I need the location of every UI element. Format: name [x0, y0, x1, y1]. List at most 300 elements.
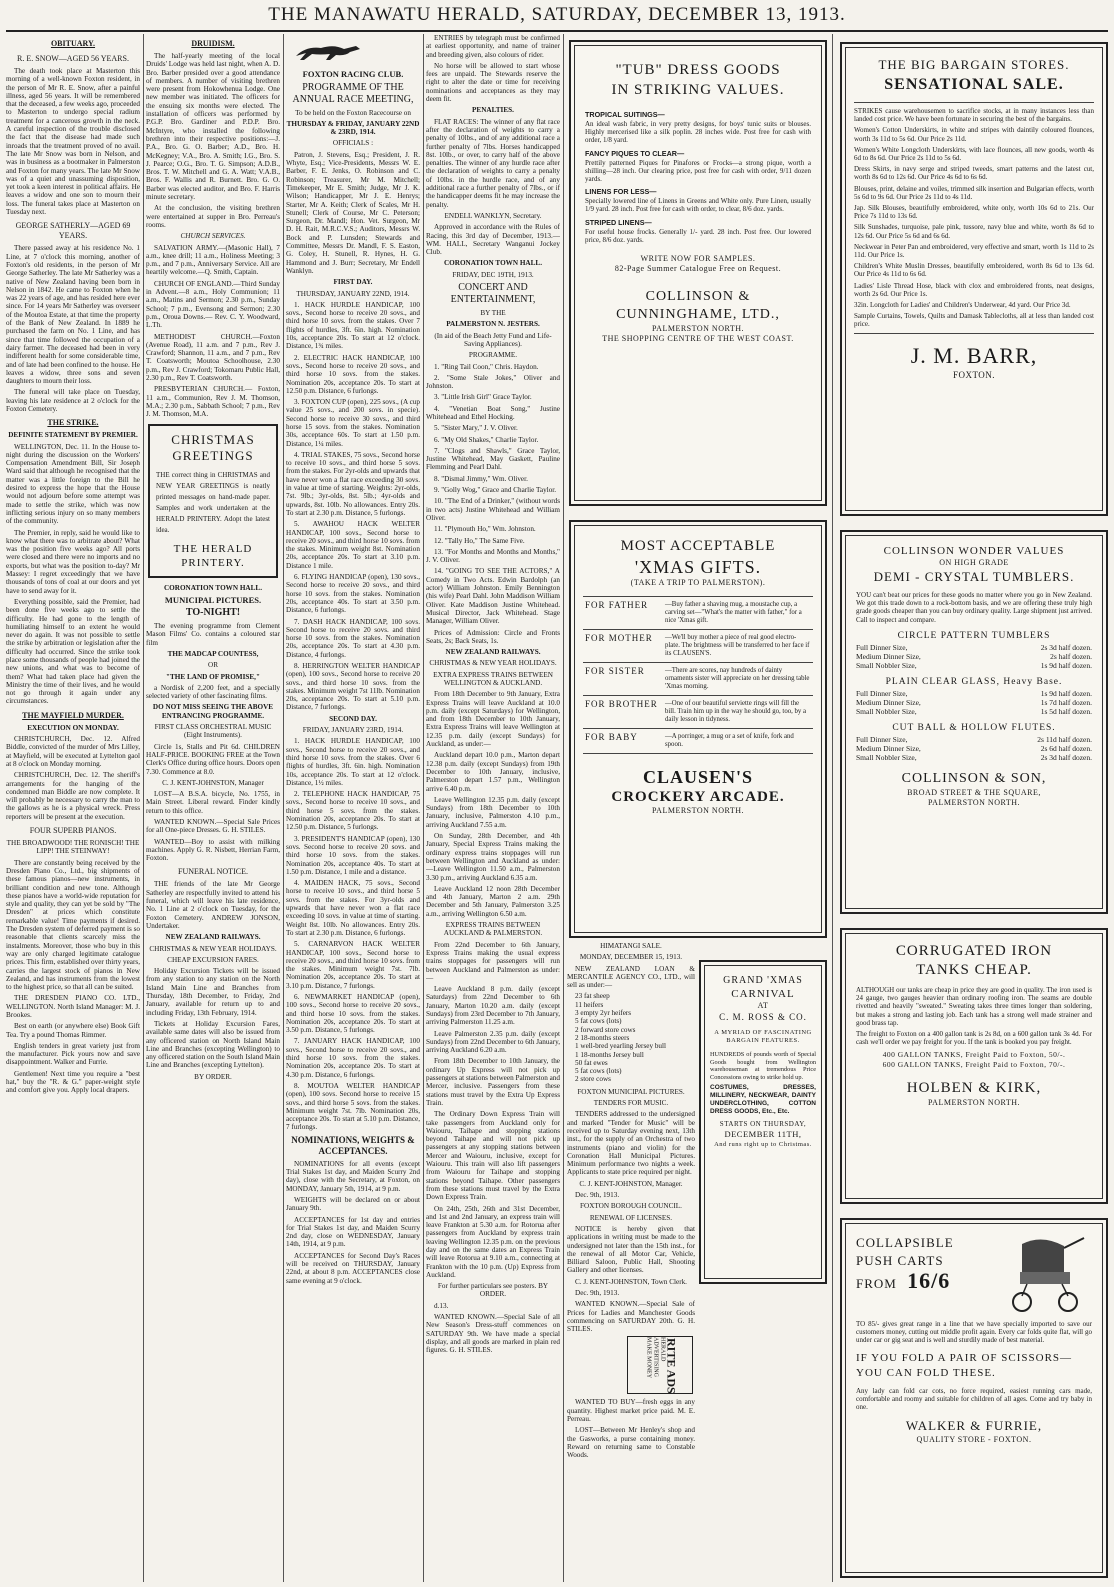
article-paragraph: Tickets at Holiday Excursion Fares, available same dates will also be issued from any officered station on North Island Main Line and Branches (excepting Wellington) to any officered station on the South Island Main Line and Branches (excepting Lyttelton). — [146, 1019, 280, 1070]
tanks-freight: The freight to Foxton on a 400 gallon tank is 2s 8d, on a 600 gallon tank 3s 4d. For cash we'll order we pay freight for you. If the tank is booked you pay freight. — [856, 1030, 1092, 1047]
prams-fold: IF YOU FOLD A PAIR OF SCISSORS—YOU CAN FOLD THESE. — [856, 1351, 1073, 1379]
price-value: 2s 11d half dozen. — [1037, 734, 1092, 744]
carnival-lines: COSTUMES, DRESSES, MILLINERY, NECKWEAR, DAINTY UNDERCLOTHING, COTTON DRESS GOODS, Etc., Etc. — [710, 1084, 816, 1115]
bargain-item: Sample Curtains, Towels, Quilts and Damask Tablecloths, all at less than landed cost price. — [854, 312, 1094, 329]
sale-heading: HIMATANGI SALE. — [600, 942, 662, 950]
pianos-heading: FOUR SUPERB PIANOS. — [29, 826, 117, 836]
article-paragraph: ENDELL WANKLYN, Secretary. — [444, 211, 542, 220]
bargain-intro: STRIKES cause warehousemen to sacrifice stocks, at in many instances less than landed cost price. We have been fortunate in securing the best of the bargains. — [854, 107, 1094, 124]
stock-item: 5 fat cows (lots) — [575, 1067, 622, 1076]
bargain-item: Women's White Longcloth Underskirts, with lace flounces, all new goods, worth 4s 6d to 8s 6d. Our Price 2s 11d to 5s 6d. — [854, 145, 1094, 163]
race-entry: 8. HERRINGTON WELTER HANDICAP (open), 100 sovs., Second horse to receive 20 sovs., and third horse 10 sovs. from the stakes. Minimum weight 7st 11lb. Nomination 20s, acceptance 20s. To start at 5.10 p.m. Distance, 7 furlongs. — [286, 662, 420, 712]
concert-by: BY THE — [480, 309, 506, 318]
article-paragraph: Best on earth (or anywhere else) Book Gift Tea. Try a pound Thomas Rimmer. — [6, 1022, 140, 1039]
article-paragraph: WELLINGTON, Dec. 11. In the House to-night during the discussion on the Workers' Compensation Amendment Bill, Sir Joseph Ward said that although he recognised that the matter was a little foreign to the Bill he desired to express the hope that the House would not adjourn before some attempt was made to settle the strike, which was now inflicting serious injury on so many members of the community. — [6, 442, 140, 526]
carnival-starts: STARTS ON THURSDAY, — [719, 1120, 807, 1128]
carnival-date: DECEMBER 11TH, — [724, 1129, 802, 1139]
size-label: Small Nobbler Size, — [856, 706, 917, 716]
race-entry: 1. HACK HURDLE HANDICAP, 100 sovs., Second horse to receive 20 sovs., and third horse 10 sovs. from the stakes. Over 7 flights of hurdles, 3ft. 6in. high. Nomination 10s, acceptance 20s. To start at 12 o'clock. Distance, 1¾ miles. — [286, 300, 420, 351]
side-ad-label: HERALD ADVERTISING MAKE MONEY — [645, 1337, 666, 1379]
tub-section-text: An ideal wash fabric, in very pretty designs, for boys' tunic suits or blouses. Highly mercerised like a silk poplin. 28 inches wide. Post free for cash with order, 1/8 yard. — [585, 120, 811, 145]
bargain-item: Dress Skirts, in navy serge and striped tweeds, smart patterns and the latest cut, worth 8s 6d to 12s 6d. Our Price 4s 6d to 6s 6d. — [854, 165, 1094, 182]
article-paragraph: Auckland depart 10.0 p.m., Marton depart 12.38 p.m. daily (except Sundays) from 19th December to 10th January, inclusive, Palmerston depart 1.57 p.m., Wellington arrive 6.40 p.m. — [426, 751, 560, 793]
article-paragraph: Leave Auckland 12 noon 28th December and 4th January, Marton 2 a.m. 29th December and 5th January, Palmerston 3.25 a.m., arriving Wellington 6.50 a.m. — [426, 884, 560, 918]
day2-date: FRIDAY, JANUARY 23RD, 1914. — [302, 726, 404, 735]
article-paragraph: PRESBYTERIAN CHURCH.— Foxton, 11 a.m., Communion, Rev J. M. Thomson, M.A.; 2.30 p.m., Sabbath School; 7 p.m., Rev J. M. Thomson, M.A. — [146, 385, 280, 419]
programme-item: 1. "Ring Tail Coon," Chris. Haydon. — [434, 362, 539, 371]
tumblers-on: ON HIGH GRADE — [939, 558, 1009, 567]
price-row — [856, 652, 1092, 661]
stock-item: 3 empty 2yr heifers — [575, 1009, 632, 1018]
tub-section-label: FANCY PIQUES TO CLEAR— — [585, 148, 685, 158]
concert-troupe: PALMERSTON N. JESTERS. — [446, 320, 540, 329]
article-paragraph: Gentlemen! Next time you require a "best hat," buy the "R. & G." paper-weight style and comfort give you. Apply local drapers. — [6, 1069, 140, 1095]
divider — [854, 102, 1094, 103]
programme-subtitle: To be held on the Foxton Racecourse on — [295, 108, 411, 117]
tanks-600: 600 GALLON TANKS, Freight Paid to Foxton, 70/-. — [882, 1060, 1066, 1070]
article-paragraph: From 22nd December to 6th January, Express Trains making the usual express trains stoppages for passengers will run between Auckland and Palmerston as under:— — [426, 940, 560, 982]
race-entry: 4. TRIAL STAKES, 75 sovs., Second horse to receive 10 sovs., and third horse 5 sovs. from the stakes. For 2yr-olds and upwards that have never won a flat race exceeding 30 sovs. in value at time of starting. Weights: 2yr-olds, 7st. 9lb.; 3yr-olds, 8st. 5lb.; 4yr-olds and upwards, 8st. 10lb. No allowances. Entry 20s. To start at 2.30 p.m. Distance, 5 furlongs. — [286, 450, 420, 517]
price-value: 1s 9d half dozen. — [1040, 688, 1092, 698]
prams-firm: WALKER & FURRIE, — [905, 1418, 1043, 1434]
tub-section-label: TROPICAL SUITINGS— — [585, 110, 665, 119]
programme-item: 8. "Dismal Jimmy," Wm. Oliver. — [434, 474, 528, 483]
article-paragraph: ACCEPTANCES for 1st day and entries for Trial Stakes 1st day, and Maiden Scurry 2nd day, close on WEDNESDAY, January 14th, 1914, at 9 p.m. — [286, 1215, 420, 1249]
bargain-item: Ladies' Lisle Thread Hose, black with clox and embroidered fronts, neat designs, worth 2s 6d. Our Price 1s. — [854, 281, 1094, 298]
gift-recipient: FOR BROTHER — [585, 699, 658, 709]
herald-advertising-box — [627, 1336, 693, 1394]
bargain-item: 32in. Longcloth for Ladies' and Children's Underwear, 4d yard. Our Price 3d. — [854, 301, 1071, 310]
size-label: Medium Dinner Size, — [856, 697, 921, 707]
divider — [854, 333, 1094, 334]
programme-item: 11. "Plymouth Ho," Wm. Johnston. — [434, 525, 536, 534]
gift-text: —One of our beautiful serviette rings will fill the bill. Train him up in the way he should go, too, by a daily lesson in tidyness. — [665, 700, 807, 723]
column-3 — [286, 34, 420, 1582]
price-row — [856, 735, 1092, 744]
gifts-title-line1: MOST ACCEPTABLE — [620, 538, 776, 554]
race-entry: 3. FOXTON CUP (open), 225 sovs., (A cup value 25 sovs., and 200 sovs. in specie). Second horse to receive 30 sovs., and third horse 15 sovs. from the stakes. Nomination 30s, acceptance 60s. To start at 1.50 p.m. Distance, 1¼ miles. — [286, 398, 420, 448]
film-subtitle: "THE LAND OF PROMISE," — [166, 672, 260, 681]
race-entry: 2. TELEPHONE HACK HANDICAP, 75 sovs., Second horse to receive 10 sovs., and third horse 5 sovs. from the stakes. Nomination 20s, acceptance 20s. To start at 12.50 p.m. Distance, 5 furlongs. — [286, 790, 420, 832]
gift-recipient: FOR FATHER — [585, 600, 649, 610]
article-paragraph: METHODIST CHURCH.—Foxton (Avenue Road), 11 a.m. and 7 p.m., Rev J. Crawford; Shannon, 11 a.m., and 7 p.m., Rev T. Coatsworth; Moutoa Schoolhouse, 2.30 p.m., Rev J. Crawford; Tokomaru Public Hall, 2.30 p.m., Rev T. Coatsworth. — [146, 332, 280, 382]
programme-item: 14. "GOING TO SEE THE ACTORS," A Comedy in Two Acts. Edwin Bardolph (an actor) William Johnston. Emily Bennington (his wife) Pearl Dahl. John Maddison William Oliver. Kate Maddison Justine Whitehead. Musical Director, Jack Whitehead. Stage Manager, William Oliver. — [426, 567, 560, 626]
music-heading: FOXTON MUNICIPAL PICTURES. — [577, 1087, 685, 1096]
tanks-400: 400 GALLON TANKS, Freight Paid to Foxton, 50/-. — [882, 1050, 1066, 1060]
tub-title-line1: "TUB" DRESS GOODS — [615, 62, 781, 78]
stock-item: 1 18-months Jersey bull — [575, 1050, 644, 1059]
programme-title: PROGRAMME OF THE ANNUAL RACE MEETING, — [292, 81, 414, 105]
race-entry: 7. DASH HACK HANDICAP, 100 sovs. Second horse to receive 20 sovs. and third horse 10 sovs. from the stakes. Nomination 20s, acceptance 20s. To start at 4.30 p.m. Distance, 4 furlongs. — [286, 617, 420, 659]
side-ad-title: RITE ADS — [664, 1337, 679, 1394]
gift-text: —We'll buy mother a piece of real good electro-plate. The brightness will be transferred to her face if its CLAUSEN'S. — [665, 634, 810, 657]
stock-item: 1 well-bred yearling Jersey bull — [575, 1042, 667, 1051]
nominations-heading: NOMINATIONS, WEIGHTS & ACCEPTANCES. — [291, 1134, 415, 1156]
article-paragraph: Holiday Excursion Tickets will be issued from any station to any station on the North Island Main Line and Branches from Thursday, 18th December, to Friday, 2nd January, available for return up to and including Friday, 13th February, 1914. — [146, 967, 280, 1017]
bargain-item: Blouses, print, delaine and voiles, trimmed silk insertion and Bulgarian effects, worth 5s 6d to 9s 6d. Our Price 2s 11d to 4s 11d. — [854, 184, 1094, 201]
gift-row — [583, 629, 813, 662]
sale-date: MONDAY, DECEMBER 15, 1913. — [579, 953, 683, 962]
programme-dates: THURSDAY & FRIDAY, JANUARY 22ND & 23RD, 1914. — [286, 119, 420, 137]
gift-recipient: FOR BABY — [585, 732, 638, 742]
size-label: Medium Dinner Size, — [856, 651, 921, 661]
tumblers-ad — [840, 530, 1108, 914]
masthead: THE MANAWATU HERALD, SATURDAY, DECEMBER 13, 1913. — [268, 4, 846, 25]
tub-section-text: Specially lowered line of Linens in Greens and White only. Pure Linen, usually 1/9 yard. 28 inch. Post free for cash with order, to clear, 8/6 doz. yards. — [585, 197, 811, 214]
prams-address: QUALITY STORE - FOXTON. — [916, 1435, 1032, 1445]
column-divider — [143, 34, 144, 1582]
article-paragraph: NOMINATIONS for all events (except Trial Stakes 1st day, and Maiden Scurry 2nd day), close with the Secretary, at Foxton, on MONDAY, January 5th, 1914, at 9 p.m. — [286, 1159, 420, 1193]
pram-icon — [1002, 1234, 1092, 1314]
murder-subheading: EXECUTION ON MONDAY. — [27, 723, 119, 732]
push-carts-ad — [840, 1218, 1108, 1578]
music-subheading: TENDERS FOR MUSIC. — [593, 1099, 669, 1108]
column-4 — [426, 34, 560, 1582]
column-divider — [563, 34, 564, 1582]
article-paragraph: CHURCH OF ENGLAND.—Third Sunday in Advent.—8 a.m., Holy Communion; 11 a.m., Matins and Sermon; 2.30 p.m., Sunday School; 7 p.m., Evensong and Sermon; 2.30 p.m., Oroua Downs.— Rev. C. Y. Woodward, L.Th. — [146, 279, 280, 330]
railways-subheading: CHRISTMAS & NEW YEAR HOLIDAYS. — [149, 944, 277, 953]
column-6 — [567, 942, 695, 1582]
bargain-title: THE BIG BARGAIN STORES. — [878, 57, 1070, 72]
stock-item: 2 forward store cows — [575, 1025, 636, 1034]
music-sign: C. J. KENT-JOHNSTON, Manager. — [579, 1179, 683, 1188]
film-title: THE MADCAP COUNTESS, — [167, 649, 259, 658]
tanks-town: PALMERSTON NORTH. — [927, 1098, 1021, 1108]
race-entry: 5. AWAHOU HACK WELTER HANDICAP, 100 sovs., Second horse to receive 20 sovs., and third horse 10 sovs. from the stakes. Minimum weight 8st. Nomination 20s, acceptance 20s. To start at 3.10 p.m. Distance 1 mile. — [286, 520, 420, 570]
article-paragraph: From 18th December to 9th January, Extra Express Trains will leave Auckland at 10.0 p.m. daily (except Saturdays) for Wellington, and from 18th December to 10th January, Extra Express Trains will leave Wellington at 12.35 p.m. daily (except Sundays) for Auckland, as under:— — [426, 690, 560, 749]
pictures-heading: MUNICIPAL PICTURES. — [164, 594, 262, 605]
officials-list: Patron, J. Stevens, Esq.; President, J. R. Whyte, Esq.; Vice-Presidents, Messrs W. E. Barber, F. E. Jenks, O. Robinson and C. Robinson; Treasurer, Mr M. Mitchell; Timekeeper, Mr E. Smith; Judge, Mr J. K. Wilson; Handicapper, Mr J. E. Henrys; Starter, Mr A. Keith; Clerk of Scales, Mr H. Stunell; Clerk of Course, Mr C. Peterson; Surgeon, Dr. Mandl; Hon. Vet. Surgeon, Mr D. H. Rait, M.R.C.V.S.; Auditors, Messrs W. Bock and P. Lunsden; Stewards and Committee, Messrs Dr. Mandl, F. S. Easton, G. Coley, H. Stunell, R. Hynes, H. G. Hammond and J. Burr; Secretary, Mr Endell Wanklyn. — [286, 150, 420, 275]
day1-date: THURSDAY, JANUARY 22ND, 1914. — [296, 289, 410, 298]
article-paragraph: The evening programme from Clement Mason Films' Co. contains a coloured star film — [146, 622, 280, 647]
size-label: Full Dinner Size, — [856, 642, 908, 652]
article-paragraph: The funeral will take place on Tuesday, leaving his late residence at 2 o'clock for the Foxton Cemetery. — [6, 388, 140, 413]
greetings-foot: THE HERALD PRINTERY. — [173, 543, 253, 570]
gift-text: —A porringer, a mug or a set of knife, fork and spoon. — [665, 733, 794, 748]
tub-firm-line2: CUNNINGHAME, LTD., — [616, 307, 780, 323]
article-paragraph: WEIGHTS will be declared on or about January 9th. — [286, 1195, 420, 1213]
snow-heading: R. E. SNOW—AGED 56 YEARS. — [17, 54, 129, 63]
stock-item: 5 fat cows (lots) — [575, 1017, 622, 1026]
programme-item: 7. "Clogs and Shawls," Grace Taylor, Justine Whitehead, May Gaskett, Pauline Flemming and Pearl Dahl. — [426, 446, 560, 472]
article-paragraph: At the conclusion, the visiting brethren were entertained at supper in Bro. Perreau's rooms. — [146, 204, 280, 229]
tumblers-firm: COLLINSON & SON, — [901, 770, 1047, 786]
tub-tagline: THE SHOPPING CENTRE OF THE WEST COAST. — [602, 334, 794, 344]
greetings-title: CHRISTMAS GREETINGS — [171, 432, 255, 464]
gift-row — [583, 662, 813, 695]
tub-dress-goods-ad — [569, 40, 827, 506]
racehorse-icon — [286, 40, 376, 62]
pianos-subheading: THE BROADWOOD! THE RONISCH! THE LIPP! THE STEINWAY! — [6, 839, 140, 856]
article-paragraph: Everything possible, said the Premier, had been done five weeks ago to settle the difficulty. He had gone to the length of humiliating himself to an extent he would never do again. It was not possible to settle the strike by arbitration or legislation after the difficulty had occurred. Since the strike took place some thousands of people had joined the new unions, and what was to become of them? What had taken place had given the Ministry the time of their lives, and he would not go through it again under any circumstances. — [6, 597, 140, 706]
carnival-runs: And runs right up to Christmas. — [714, 1141, 812, 1148]
race-entry: 5. CARNARVON HACK WELTER HANDICAP, 100 sovs., Second horse to receive 20 sovs., and third horse 10 sovs. from the stakes. Minimum weight 7st. 7lb. Nomination 20s, acceptance 20s. To start at 3.10 p.m. Distance, 7 furlongs. — [286, 940, 420, 990]
price-value: 1s 5d half dozen. — [1040, 706, 1092, 716]
coronation-heading: CORONATION TOWN HALL. — [163, 584, 263, 593]
race-entry: 1. HACK HURDLE HANDICAP, 100 sovs., Second horse to receive 20 sovs., and third horse 10 sovs. from the stakes. Over 6 flights of hurdles, 3ft. 6in. high. Nomination 10s, acceptance 20s. To start at 12 o'clock. Distance, 1½ miles. — [286, 737, 420, 787]
penalties-heading: PENALTIES. — [472, 106, 514, 115]
article-paragraph: Leave Wellington 12.35 p.m. daily (except Sundays) from 18th December to 10th January, inclusive, Palmerston 4.10 p.m., arriving Auckland 7.55 a.m. — [426, 795, 560, 829]
race-entry: 4. MAIDEN HACK, 75 sovs., Second horse to receive 10 sovs., and third horse 5 sovs. from the stakes. For 3yr-olds and upwards that have never won a flat race exceeding 10 sovs. in value at time of starting. Weight 8st. 10lb. No allowances. Entry 20s. To start at 2.30 p.m. Distance, 6 furlongs. — [286, 879, 420, 937]
music-date: Dec. 9th, 1913. — [575, 1191, 620, 1200]
tub-town: PALMERSTON NORTH. — [651, 324, 745, 334]
railways-subheading: EXTRA EXPRESS TRAINS BETWEEN WELLINGTON & AUCKLAND. — [433, 670, 553, 687]
programme-item: 12. "Tally Ho," The Same Five. — [434, 536, 525, 545]
column-divider — [423, 34, 424, 1582]
prams-title — [856, 1234, 954, 1314]
obituary-heading: OBITUARY. — [50, 39, 96, 48]
price-value: 2s 3d half dozen. — [1040, 642, 1092, 652]
tumbler-group-name: CUT BALL & HOLLOW FLUTES. — [892, 722, 1056, 733]
gift-recipient: FOR SISTER — [585, 666, 645, 676]
concert-date: FRIDAY, DEC 19TH, 1913. — [452, 270, 534, 279]
article-paragraph: The death took place at Masterton this morning of a well-known Foxton resident, in the person of Mr R. E. Snow, after a painful illness, aged 56 years. It will be remembered that the deceased, a few weeks ago, proceeded to Masterton to undergo special radium treatment for a cancerous growth in the neck. A careful inspection of the trouble disclosed the fact that the disease had made such inroads that the treatment proved of no avail. The late Mr Snow was born in Nelson, and was in business as a bootmaker in Palmerston and Foxton for many years. The late Mr Snow was of a quiet and unassuming disposition, yet took a keen interest in political affairs. He leaves a widow and one son to mourn their loss. The funeral takes place at Masterton on Tuesday next. — [6, 67, 140, 217]
article-paragraph: ACCEPTANCES for Second Day's Races will be received on THURSDAY, January 22nd, at about 8 p.m. ACCEPTANCES close same evening at 9 o'clock. — [286, 1251, 420, 1285]
size-label: Medium Dinner Size, — [856, 743, 921, 753]
article-paragraph: The Premier, in reply, said he would like to know what there was to arbitrate about? What was the position five weeks ago? All ports were closed and there were no imports and no exports, but what was the position to-day? Mr Massey: I regret exceedingly that we have thousands of tons of coal at our doors and yet have to send away for it. — [6, 528, 140, 595]
column-divider — [832, 34, 833, 1582]
concert-aid: (In aid of the Beach Jetty Fund and Life-Saving Appliances). — [434, 331, 552, 348]
carnival-line3: AT — [757, 1001, 769, 1010]
gift-row — [583, 695, 813, 728]
express-heading: EXPRESS TRAINS BETWEEN AUCKLAND & PALMERSTON. — [443, 921, 543, 938]
tanks-title-line2: TANKS CHEAP. — [916, 962, 1032, 978]
article-paragraph: THE DRESDEN PIANO CO. LTD., WELLINGTON. North Island Manager: M. J. Brookes. — [6, 994, 140, 1019]
programme-item: 10. "The End of a Drinker," (without words in two acts) Justine Whitehead and William Oliver. — [426, 497, 560, 522]
tub-firm-line1: COLLINSON & — [645, 289, 751, 305]
article-paragraph: Leave Auckland 8 p.m. daily (except Saturdays) from 22nd December to 6th January, Marton 10.20 a.m. daily (except Sundays) from 23rd December to 7th January, arriving Palmerston 11.25 a.m. — [426, 985, 560, 1027]
gifts-town: PALMERSTON NORTH. — [651, 806, 745, 815]
tub-section-text: For useful house frocks. Generally 1/- yard. 28 inch. Post free. Our lowered price, 8/6 doz. yards. — [585, 227, 811, 244]
size-label: Full Dinner Size, — [856, 688, 908, 698]
article-paragraph: SALVATION ARMY.—(Masonic Hall), 7 a.m., knee drill; 11 a.m., Holiness Meeting; 3 p.m., and 7 p.m., Anniversary Service. All are heartily welcome.—Q. Smith, Captain. — [146, 243, 280, 277]
bargain-subtitle: SENSATIONAL SALE. — [884, 76, 1064, 93]
article-paragraph: From 18th December to 10th January, the ordinary Up Express will not pick up passengers at stations between Palmerston and Mercer, inclusive. Passengers from these stations must travel by the Extra Up Express Train. — [426, 1057, 560, 1107]
article-paragraph: The Ordinary Down Express Train will take passengers from Auckland only for Waiouru, Taihape and stopping stations beyond Taihape and will not pick up passengers at any stopping stations between Mercer and Waiouru, inclusive, except for Waiouru. This train will also lift passengers from Waiouru for Taihape and stopping stations beyond Taihape. Other passengers from these stations must travel by the Extra Down Express Train. — [426, 1110, 560, 1202]
price-value: 2s 6d half dozen. — [1040, 743, 1092, 753]
programme-item: 5. "Sister Mary," J. V. Oliver. — [434, 424, 518, 433]
classified: WANTED—Boy to assist with milking machines. Apply G. R. Nisbett, Herrian Farm, Foxton. — [146, 837, 280, 863]
xmas-gifts-ad — [569, 520, 827, 938]
size-label: Small Nobbler Size, — [856, 752, 917, 762]
gifts-title-line2: 'XMAS GIFTS. — [634, 557, 762, 577]
article-paragraph: THE friends of the late Mr George Satherley are respectfully invited to attend his funeral, which will leave his late residence, No. 1 Line at 2 o'clock on Tuesday, for the Foxton Cemetery. ANDREW JONSON, Undertaker. — [146, 880, 280, 930]
article-paragraph: For further particulars see posters. BY ORDER. — [437, 1282, 549, 1299]
race-entry: 2. ELECTRIC HACK HANDICAP, 100 sovs., Second horse to receive 20 sovs., and third horse 10 sovs. from the stakes. Nomination 20s, acceptance 20s. To start at 12.50 p.m. Distance, 6 furlongs. — [286, 353, 420, 395]
gifts-shop-line2: CROCKERY ARCADE. — [611, 789, 785, 805]
article-paragraph: Circle 1s, Stalls and Pit 6d. CHILDREN HALF-PRICE. BOOKING FREE at the Town Clerk's Office during office hours. Doors open 7.30. Commence at 8.0. — [146, 742, 280, 776]
greetings-body: THE correct thing in CHRISTMAS and NEW YEAR GREETINGS is neatly printed messages on hand-made paper. Samples and work undertaken at the HERALD PRINTERY. Adopt the latest idea. — [156, 471, 270, 535]
bargain-stores-ad — [840, 42, 1108, 516]
officials-heading: OFFICIALS : — [332, 139, 374, 148]
prams-any: Any lady can fold car cots, no force required, easiest running cars made, comfortable and roomy and suitable for children of all ages. Come and try baby in one. — [856, 1386, 1092, 1412]
prams-body: TO 85/- gives great range in a line that we have specially imported to save our customers money, cutting out middle profit again. Every car folds quite flat, will go under car or gig seat and is well and sturdily made of best material. — [856, 1320, 1092, 1345]
railways-heading: NEW ZEALAND RAILWAYS. — [445, 648, 541, 657]
classified: WANTED KNOWN.—Special Sale of all New Season's Dress-stuff commences on SATURDAY 9th. We have made a special display, and all goods are marked in plain red figures. G. H. STILES. — [426, 1313, 560, 1355]
tub-write-now: WRITE NOW FOR SAMPLES. — [640, 254, 756, 264]
tub-section-text: Prettily patterned Piques for Pinafores or Frocks—a strong pique, worth a shilling—28 inch. Our clearing price, post free for cash with order, 9/11 dozen yards. — [585, 158, 811, 184]
sale-intro: NEW ZEALAND LOAN & MERCANTILE AGENCY CO., LTD., will sell as under:— — [567, 964, 695, 990]
carnival-ad — [699, 960, 827, 1284]
article-paragraph: C. J. KENT-JOHNSTON, Manager — [162, 778, 264, 787]
film-or: OR — [208, 661, 218, 670]
carnival-line2: CARNIVAL — [731, 988, 795, 1000]
tub-section-label: STRIPED LINENS— — [585, 217, 652, 227]
council-heading: FOXTON BOROUGH COUNCIL. — [580, 1202, 682, 1211]
council-sign: C. J. KENT-JOHNSTON, Town Clerk. — [575, 1277, 687, 1286]
race-entry: 6. NEWMARKET HANDICAP (open), 100 sovs., Second horse to receive 20 sovs., and third horse 10 sovs. from the stakes. Nomination 20s, acceptance 20s. To start at 3.50 p.m. Distance, 5 furlongs. — [286, 992, 420, 1035]
tumblers-subtitle: DEMI - CRYSTAL TUMBLERS. — [873, 569, 1075, 584]
price-row — [856, 643, 1092, 652]
strike-heading: THE STRIKE. — [47, 418, 99, 428]
council-date: Dec. 9th, 1913. — [575, 1288, 620, 1297]
race-entry: 6. FLYING HANDICAP (open), 130 sovs., Second horse to receive 20 sovs., and third horse 10 sovs. from the stakes. Nomination 20s, acceptance 40s. To start at 3.50 p.m. Distance, 6 furlongs. — [286, 573, 420, 615]
article-paragraph: FIRST CLASS ORCHESTRAL MUSIC (Eight Instruments). — [154, 723, 272, 740]
railways-subheading: CHEAP EXCURSION FARES. — [167, 955, 259, 964]
concert-venue: CORONATION TOWN HALL. — [443, 259, 543, 268]
bargain-item: Neckwear in Peter Pan and embroidered, very effective and smart, worth 1s 11d to 2s 11d. Our Price 1s. — [854, 242, 1094, 260]
murder-heading: THE MAYFIELD MURDER. — [22, 710, 124, 720]
satherly-heading: GEORGE SATHERLY—AGED 69 YEARS. — [15, 221, 131, 241]
tub-section-label: LINENS FOR LESS— — [585, 187, 657, 197]
tub-title-line2: IN STRIKING VALUES. — [611, 82, 785, 98]
tumblers-intro: YOU can't beat our prices for these goods no matter where you go in New Zealand. We got this trade down to a rock-bottom basis, and we are offering these truly high grade goods cheaper than you can buy ordinary quality. Large shipment just arrived. Call to inspect and compare. — [856, 591, 1092, 624]
column-divider — [283, 34, 284, 1582]
tumblers-town: PALMERSTON NORTH. — [927, 797, 1021, 807]
funeral-heading: FUNERAL NOTICE. — [178, 867, 248, 877]
race-entry: 3. PRESIDENT'S HANDICAP (open), 130 sovs. Second horse to receive 20 sovs. and third horse 10 sovs. from the stakes. Nomination 20s, acceptance 40s. To start at 1.50 p.m. Distance, 1 mile and a distance. — [286, 834, 420, 876]
column-2 — [146, 34, 280, 1582]
article-paragraph: ENTRIES by telegraph must be confirmed at earliest opportunity, and name of trainer and breeding given, also colours of rider. — [426, 34, 560, 59]
carnival-line1: GRAND 'XMAS — [723, 975, 803, 986]
gifts-subtitle: (TAKE A TRIP TO PALMERSTON). — [630, 578, 766, 587]
stock-item: 11 heifers — [575, 1000, 604, 1009]
column-1 — [6, 34, 140, 1582]
tanks-ad — [840, 928, 1108, 1204]
price-value: 2s half dozen. — [1050, 651, 1092, 661]
price-value: 1s 7d half dozen. — [1040, 697, 1092, 707]
size-label: Full Dinner Size, — [856, 734, 908, 744]
programme-item: 6. "My Old Shakes," Charlie Taylor. — [434, 435, 539, 444]
article-paragraph: Leave Palmerston 2.35 p.m. daily (except Sundays) from 22nd December to 6th January, arriving Auckland 6.20 a.m. — [426, 1029, 560, 1055]
carnival-body: HUNDREDS of pounds worth of Special Goods bought from Wellington warehouseman at tremendous Price Concessions owing to strike hold up. — [710, 1051, 816, 1081]
article-paragraph: CHRISTCHURCH, Dec. 12. Alfred Biddle, convicted of the murder of Mrs Lilley, at Mayfield, will be executed at Lyttelton gaol at 8 o'clock on Monday morning. — [6, 735, 140, 768]
tumbler-group-name: CIRCLE PATTERN TUMBLERS — [897, 630, 1051, 641]
price-row — [856, 753, 1092, 762]
bargain-item: Children's White Muslin Dresses, beautifully embroidered, worth 8s 6d to 13s 6d. Our Price 4s 11d to 6s 6d. — [854, 262, 1094, 279]
race-entry: 8. MOUTOA WELTER HANDICAP (open), 100 sovs. Second horse to receive 15 sovs., and third horse 5 sovs. from the stakes. Minimum weight 7st. 7lb. Nomination 20s, acceptance 20s. To start at 5.10 p.m. Distance, 7 furlongs. — [286, 1081, 420, 1132]
racing-club-heading: FOXTON RACING CLUB. — [302, 69, 404, 80]
bargain-firm: J. M. BARR, — [910, 342, 1038, 368]
article-paragraph: On Sunday, 28th December, and 4th January, Special Express Trains making the ordinary express trains stoppages will run between Wellington and Auckland as under:—Leave Wellington 11.50 a.m., Palmerston 3.30 p.m., arriving Auckland 6.35 a.m. — [426, 832, 560, 882]
gift-row — [583, 728, 813, 754]
tumblers-address: BROAD STREET & THE SQUARE, — [907, 787, 1041, 797]
gifts-shop-line1: CLAUSEN'S — [642, 767, 754, 787]
prams-title-line2: PUSH CARTS — [856, 1253, 944, 1268]
article-paragraph: DO NOT MISS SEEING THE ABOVE ENTRANCING PROGRAMME. — [152, 703, 274, 720]
price-row — [856, 707, 1092, 716]
size-label: Small Nobbler Size, — [856, 660, 917, 670]
day1-heading: FIRST DAY. — [333, 278, 373, 287]
bargain-item: Silk Sunshades, turquoise, pale pink, tussore, navy blue and white, worth 8s 6d to 12s 6d. Our Price 5s 6d and 6s 6d. — [854, 223, 1094, 240]
prams-title-line3: FROM — [856, 1276, 897, 1291]
gift-text: —There are scores, nay hundreds of dainty ornaments sister will appreciate on her dressing table 'Xmas morning. — [665, 667, 810, 690]
stock-item: 2 18-months steers — [575, 1033, 630, 1042]
tonight-heading: TO-NIGHT! — [185, 607, 241, 619]
bargain-town: FOXTON. — [952, 369, 996, 380]
programme-item: 9. "Golly Wog," Grace and Charlie Taylor. — [434, 486, 557, 495]
price-row — [856, 661, 1092, 670]
programme-item: 3. "Little Irish Girl" Grace Taylor. — [434, 393, 532, 402]
article-paragraph: English tenders in great variety just from the manufacturer. Pick yours now and save disappointment. Walker and Furrie. — [6, 1041, 140, 1067]
price-row — [856, 744, 1092, 753]
price-value: 1s 9d half dozen. — [1040, 660, 1092, 670]
article-paragraph: There passed away at his residence No. 1 Line, at 7 o'clock this morning, another of Foxton's old residents, in the person of Mr George Satherley. The late Mr Satherley was a native of New Zealand having been born in Nelson in 1842. He came to Foxton when he was 22 years of age, and has resided here ever since. For 14 years Mr Satherley was overseer of the Moutoa Estate, at that time the property of the Bank of New Zealand. In 1889 he purchased the farm on No. 1 Line, and has since that time followed the occupation of a dairy farmer. The deceased had been in very indifferent health for some considerable time, and of late had been confined to the house. He leaves a widow, three sons and seven daughters to mourn their loss. — [6, 244, 140, 386]
carnival-line4: C. M. ROSS & CO. — [719, 1012, 807, 1022]
prams-price: 16/6 — [907, 1268, 951, 1293]
council-body: NOTICE is hereby given that applications in writing must be made to the undersigned not later than the 15th inst., for the renewal of all Motor Car, Vehicle, Billiard Saloon, Public Hall, Shooting Gallery and other licenses. — [567, 1224, 695, 1275]
gift-row — [583, 596, 813, 629]
programme-item: 2. "Some Stale Jokes," Oliver and Johnston. — [426, 373, 560, 391]
railways-subheading: CHRISTMAS & NEW YEAR HOLIDAYS. — [429, 659, 557, 668]
price-row — [856, 698, 1092, 707]
article-paragraph: Approved in accordance with the Rules of Racing, this 3rd day of December, 1913.—WM. HALL, Secretary Wanganui Jockey Club. — [426, 223, 560, 257]
price-row — [856, 689, 1092, 698]
bargain-item: Women's Cotton Underskirts, in white and stripes with daintily coloured flounces, worth 3s 11d to 5s 6d. Our Price 2s 11d. — [854, 126, 1094, 143]
classified: LOST—A B.S.A. bicycle, No. 1755, in Main Street. Liberal reward. Finder kindly return to this office. — [146, 790, 280, 815]
music-body: TENDERS addressed to the undersigned and marked "Tender for Music" will be received up to Saturday evening next, 13th inst., for the supply of an Orchestra of two instruments (piano and violin) for the Coronation Hall Municipal Pictures. Minimum performance two nights a week. Applicants to state price required per night. — [567, 1110, 695, 1177]
prams-price-row — [856, 1270, 954, 1295]
classified: WANTED TO BUY—fresh eggs in any quantity. Highest market price paid. M. E. Perreau. — [567, 1398, 695, 1424]
christmas-greetings-ad — [148, 424, 278, 578]
classified: WANTED KNOWN.—Special Sale of Prices for Ladies and Manchester Goods commencing on SATURDAY 20th. G. H. STILES. — [567, 1300, 695, 1334]
bargain-item: Jap. Silk Blouses, beautifully embroidered, white only, worth 10s 6d to 21s. Our Price 7s 11d to 13s 6d. — [854, 204, 1094, 221]
race-entry: 7. JANUARY HACK HANDICAP, 100 sovs., Second horse to receive 20 sovs., and third horse 10 sovs. from the stakes. Nomination 20s, acceptance 20s. To start at 4.30 p.m. Distance, 6 furlongs. — [286, 1037, 420, 1079]
stock-item: 50 fat ewes — [575, 1058, 608, 1067]
stock-list — [567, 992, 695, 1083]
prams-header — [856, 1234, 1092, 1314]
programme-item: Prices of Admission: Circle and Fronts Seats, 2s; Back Seats, 1s. — [426, 628, 560, 645]
concert-title: CONCERT AND ENTERTAINMENT, — [450, 282, 536, 306]
article-paragraph: The half-yearly meeting of the local Druids' Lodge was held last night, when A. D. Bro. Barber presided over a good attendance of members. A number of visiting brethren were present from Hokowhenua Lodge. One new member was initiated. The officers for the ensuing six months were elected. The installation of officers was performed by P.G.P. Bro. Gardiner and P.D.P. Bro. McIntyre, who installed the following brethren into their respective positions:—J. P.A., Bro. G. O. Barber; A.D., Bro. H. McKegney; V.A., Bro. A. Smith; I.G., Bro. S. J. Pearce; O.G., Bro. T. G. Simpson; A.D.B., Bros. T. W. Mitchell and G. A. Watt; V.A.B., Bros. F. Wallis and R. Burnett. Bro. G. O. Barber was elected auditor, and Bro. F. Harris minute secretary. — [146, 52, 280, 202]
tanks-title-line1: CORRUGATED IRON — [895, 943, 1053, 959]
article-paragraph: No horse will be allowed to start whose fees are unpaid. The Stewards reserve the right to alter the date or time for receiving nominations and acceptances as they may deem fit. — [426, 61, 560, 104]
tanks-firm: HOLBEN & KIRK, — [906, 1080, 1042, 1097]
article-paragraph: BY ORDER. — [194, 1072, 232, 1081]
tumblers-title: COLLINSON WONDER VALUES — [883, 545, 1065, 557]
stock-item: 2 store cows — [575, 1075, 611, 1084]
druidism-heading: DRUIDISM. — [191, 39, 235, 48]
programme-heading: PROGRAMME. — [468, 351, 518, 360]
tub-catalogue: 82-Page Summer Catalogue Free on Request. — [614, 264, 782, 274]
article-paragraph: On 24th, 25th, 26th and 31st December, and 1st and 2nd January, an express train will leave Frankton at 5.30 a.m. for Rotorua after passengers from Auckland by express train leaving Wellington 12.35 p.m. on the previous day and on the same dates an Express Train will leave Rotorua at 9.10 a.m., connecting at Frankton with the 10 p.m. (Up) Express from Auckland. — [426, 1204, 560, 1279]
article-paragraph: There are constantly being received by the Dresden Piano Co., Ltd., big shipments of these famous pianos—new instruments, in brilliant condition and new tone. Although these pianos have a world-wide reputation for style and quality, they can yet be sold by "The Dresden" at prices which constitute remarkable value! Time payments if desired. The Dresden system of deferred payment is so reasonable that clients scarcely miss the instalments. Moreover, those who buy in this way are only charged legitimate catalogue prices. This firm, established over thirty years, carries the largest stock of pianos in New Zealand, and has instruments from the lowest to the highest price, so that all can be suited. — [6, 858, 140, 992]
article-paragraph: a Nordisk of 2,200 feet, and a specially selected variety of other fascinating films. — [146, 683, 280, 701]
tanks-body: ALTHOUGH our tanks are cheap in price they are good in quality. The iron used is 24 gauge, two gauges heavier than ordinary roofing iron. The seams are double rivetted and heavily "sweated." Sweating takes three times longer than soldering, but makes a strong and lasting job. Each tank has a strong well made strainer and good brass tap. — [856, 986, 1092, 1027]
programme-item: 4. "Venetian Boat Song," Justine Whitehead and Ethel Hocking. — [426, 404, 560, 421]
article-paragraph: CHRISTCHURCH, Dec. 12. The sheriff's arrangements for the hanging of the condemned man Biddle are now complete. It will probably be necessary to carry the man to the gallows as he is a physical wreck. Press reporters will be present at the execution. — [6, 771, 140, 821]
council-subheading: RENEWAL OF LICENSES. — [589, 1213, 673, 1222]
price-value: 2s 3d half dozen. — [1040, 752, 1092, 762]
article-paragraph: d.13. — [434, 1301, 449, 1310]
prams-title-line1: COLLAPSIBLE — [856, 1235, 954, 1250]
carnival-myriad: A MYRIAD OF FASCINATING BARGAIN FEATURES. — [714, 1029, 812, 1044]
article-paragraph: FLAT RACES: The winner of any flat race after the declaration of weights to carry a penalty of 10lbs., and of any additional race a further penalty of 7lbs. Horses handicapped 8st. 10lb., or over, to carry half of the above penalties. The winner of any hurdle race after the declaration of weights to carry a penalty of 10lbs. in the hurdle race, and of any additional race a further penalty of 7lbs., or if the handicapper deems fit he may increase the penalty. — [426, 117, 560, 209]
gift-recipient: FOR MOTHER — [585, 633, 653, 643]
strike-subheading: DEFINITE STATEMENT BY PREMIER. — [8, 431, 138, 440]
church-heading: CHURCH SERVICES. — [180, 232, 246, 241]
tumbler-group-name: PLAIN CLEAR GLASS, Heavy Base. — [885, 676, 1063, 687]
